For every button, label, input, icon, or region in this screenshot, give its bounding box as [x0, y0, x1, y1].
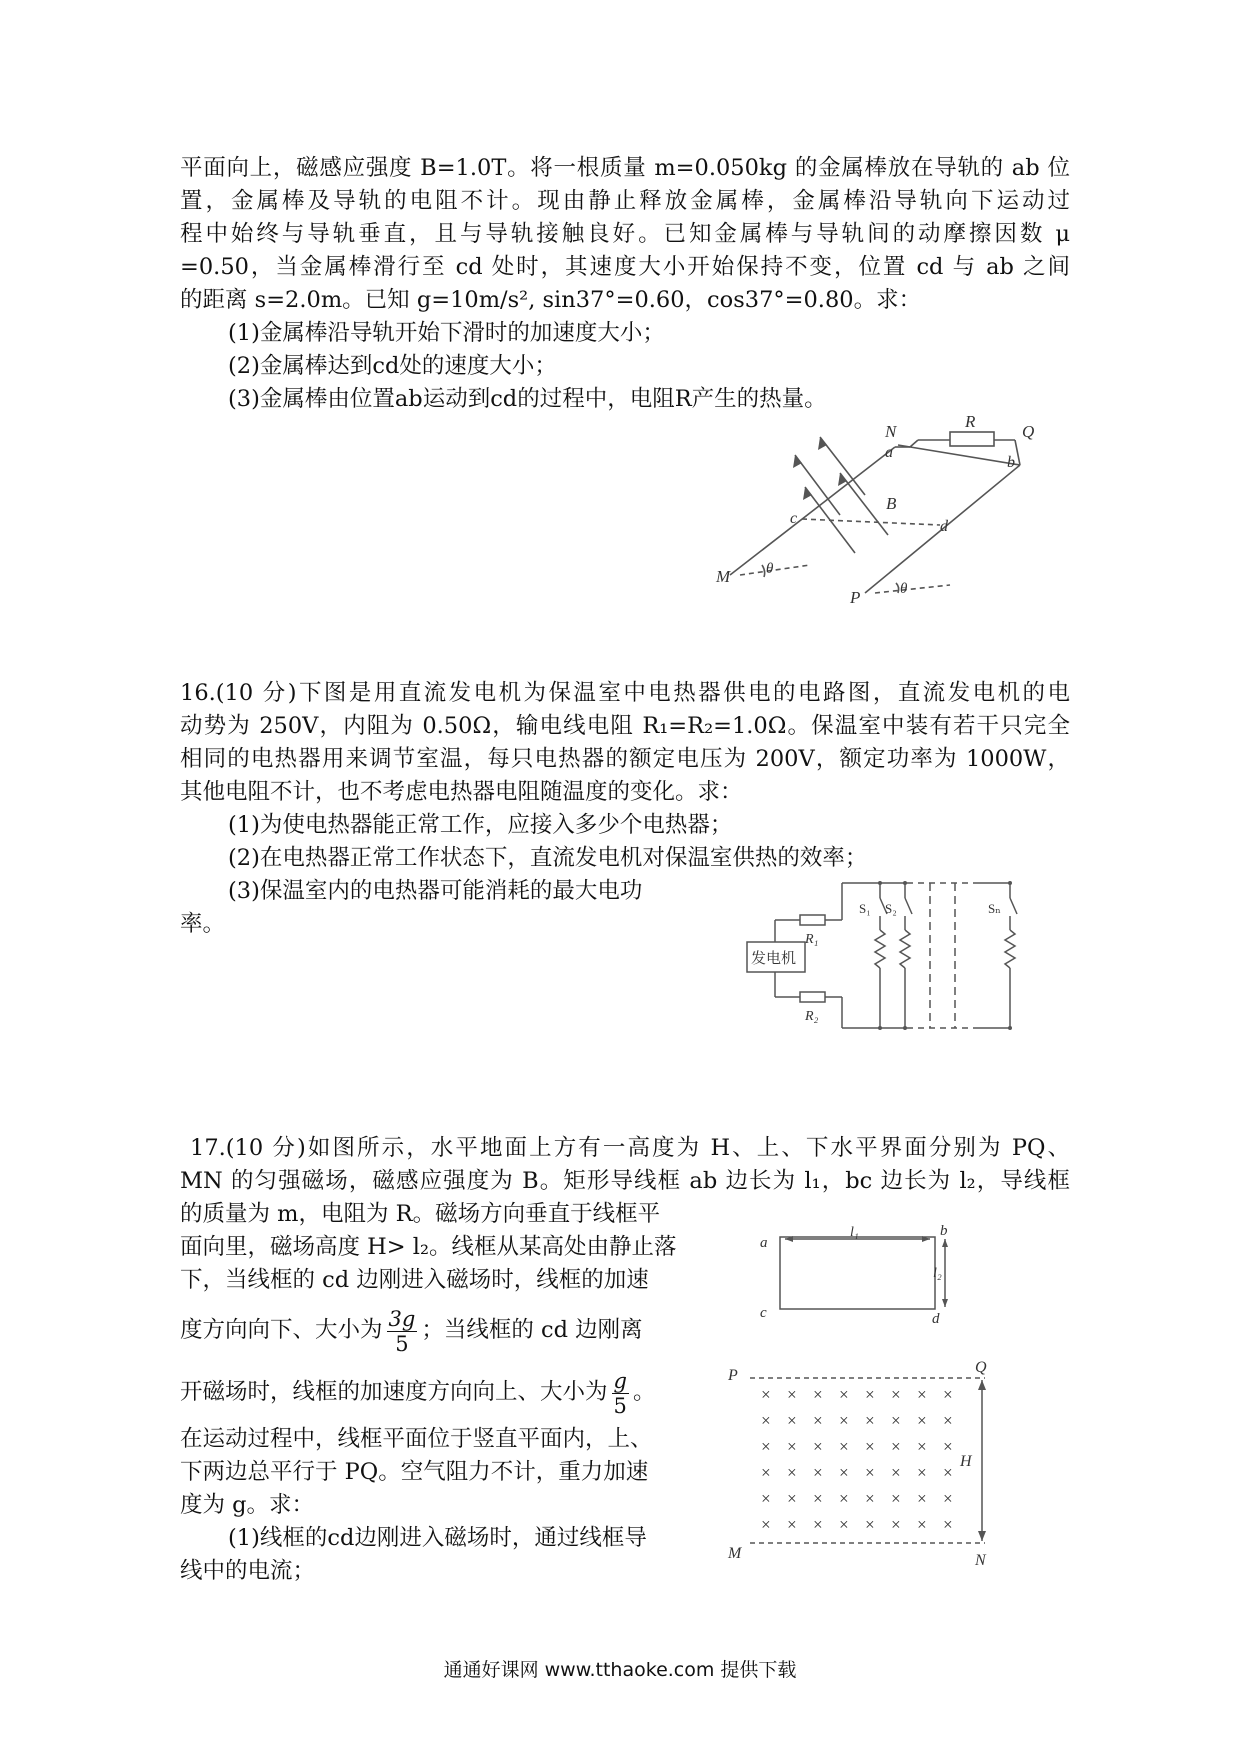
- q15-sub-3: (3)金属棒由位置ab运动到cd的过程中，电阻R产生的热量。: [228, 386, 827, 412]
- label-Q: Q: [1022, 422, 1035, 441]
- label-frame-d: d: [932, 1311, 940, 1325]
- label-generator: 发电机: [751, 951, 797, 967]
- field-cross-mark: ×: [916, 1385, 928, 1404]
- page-footer: 通通好课网 www.tthaoke.com 提供下载: [443, 1659, 797, 1681]
- q15-line-5: 的距离 s=2.0m。已知 g=10m/s², sin37°=0.60，cos37°=0.80。求：: [180, 287, 922, 313]
- field-cross-mark: ×: [838, 1515, 850, 1534]
- field-cross-mark: ×: [812, 1411, 824, 1430]
- field-cross-mark: ×: [838, 1437, 850, 1456]
- label-a: a: [885, 444, 893, 461]
- q17-line-7: [180, 1362, 655, 1422]
- fraction-3g-5-numerator: 3g: [388, 1306, 416, 1331]
- label-S1: S₁: [859, 901, 871, 916]
- label-N: N: [885, 422, 897, 441]
- field-cross-mark: ×: [760, 1463, 772, 1482]
- field-cross-mark: ×: [942, 1437, 954, 1456]
- q17-line-6-post: ；当线框的 cd 边刚离: [421, 1317, 643, 1343]
- field-cross-mark: ×: [786, 1437, 798, 1456]
- field-cross-mark: ×: [812, 1385, 824, 1404]
- label-c: c: [790, 510, 798, 527]
- field-cross-mark: ×: [838, 1411, 850, 1430]
- q16-sub-3: (3)保温室内的电热器可能消耗的最大电功: [228, 878, 643, 904]
- q17-line-9: 下两边总平行于 PQ。空气阻力不计，重力加速: [180, 1459, 649, 1485]
- q15-sub-2: (2)金属棒达到cd处的速度大小；: [228, 353, 557, 379]
- q16-line-4: 其他电阻不计，也不考虑电热器电阻随温度的变化。求：: [180, 779, 743, 805]
- field-cross-mark: ×: [890, 1489, 902, 1508]
- field-cross-mark: ×: [864, 1515, 876, 1534]
- wire-frame-figure: [755, 1225, 955, 1325]
- label-frame-b: b: [940, 1225, 948, 1239]
- label-theta-1: θ: [766, 561, 774, 577]
- fraction-g-5-denominator: 5: [613, 1393, 627, 1418]
- magnetic-field-figure: [720, 1360, 1005, 1570]
- field-cross-mark: ×: [812, 1515, 824, 1534]
- field-cross-mark: ×: [760, 1515, 772, 1534]
- label-P: P: [850, 588, 861, 605]
- field-cross-mark: ×: [786, 1411, 798, 1430]
- field-cross-mark: ×: [916, 1515, 928, 1534]
- field-cross-mark: ×: [942, 1411, 954, 1430]
- label-field-H: H: [960, 1453, 972, 1470]
- field-cross-mark: ×: [786, 1489, 798, 1508]
- q16-sub-2: (2)在电热器正常工作状态下，直流发电机对保温室供热的效率；: [228, 845, 868, 871]
- q16-line-2: 动势为 250V，内阻为 0.50Ω，输电线电阻 R₁=R₂=1.0Ω。保温室中装有若干只完全: [180, 713, 1070, 739]
- q15-sub-1: (1)金属棒沿导轨开始下滑时的加速度大小；: [228, 320, 665, 346]
- fraction-3g-5-denominator: 5: [395, 1331, 409, 1356]
- label-l2: l₂: [933, 1266, 942, 1281]
- field-cross-mark: ×: [864, 1385, 876, 1404]
- label-R: R: [965, 415, 976, 431]
- label-b: b: [1007, 454, 1015, 471]
- label-frame-c: c: [760, 1305, 767, 1321]
- field-cross-mark: ×: [864, 1463, 876, 1482]
- field-cross-mark: ×: [786, 1515, 798, 1534]
- field-cross-mark: ×: [864, 1411, 876, 1430]
- field-cross-mark: ×: [838, 1385, 850, 1404]
- label-R1: R₁: [805, 932, 819, 947]
- label-field-P: P: [728, 1367, 738, 1384]
- q17-sub-1: (1)线框的cd边刚进入磁场时，通过线框导: [228, 1525, 647, 1551]
- label-theta-2: θ: [900, 581, 908, 597]
- label-Sn: Sₙ: [988, 901, 1001, 916]
- label-l1: l₁: [850, 1225, 859, 1240]
- field-cross-mark: ×: [786, 1385, 798, 1404]
- field-cross-mark: ×: [890, 1515, 902, 1534]
- q17-line-7-pre: 开磁场时，线框的加速度方向向上、大小为: [180, 1379, 608, 1405]
- q17-line-2: MN 的匀强磁场，磁感应强度为 B。矩形导线框 ab 边长为 l₁，bc 边长为 l₂，导线框: [180, 1168, 1070, 1194]
- label-frame-a: a: [760, 1235, 768, 1251]
- q16-tail: 率。: [180, 911, 226, 937]
- field-cross-mark: ×: [838, 1489, 850, 1508]
- field-cross-mark: ×: [864, 1489, 876, 1508]
- q17-line-8: 在运动过程中，线框平面位于竖直平面内，上、: [180, 1426, 653, 1452]
- inclined-rails-figure: [700, 415, 1080, 605]
- fraction-g-5: [612, 1369, 629, 1418]
- field-cross-mark: ×: [916, 1489, 928, 1508]
- q16-line-3: 相同的电热器用来调节室温，每只电热器的额定电压为 200V，额定功率为 1000W，: [180, 746, 1070, 772]
- q16-sub-1: (1)为使电热器能正常工作，应接入多少个电热器；: [228, 812, 733, 838]
- field-cross-mark: ×: [786, 1463, 798, 1482]
- label-field-Q: Q: [975, 1360, 987, 1376]
- field-cross-mark: ×: [864, 1437, 876, 1456]
- field-cross-mark: ×: [890, 1463, 902, 1482]
- fraction-g-5-numerator: g: [613, 1368, 627, 1393]
- q17-line-4: 面向里，磁场高度 H> l₂。线框从某高处由静止落: [180, 1234, 677, 1260]
- field-cross-mark: ×: [942, 1489, 954, 1508]
- label-S2: S₂: [885, 901, 897, 916]
- q17-line-12: 线中的电流；: [180, 1558, 316, 1584]
- field-cross-mark: ×: [760, 1411, 772, 1430]
- field-cross-mark: ×: [916, 1411, 928, 1430]
- label-B: B: [886, 494, 897, 513]
- q17-line-7-post: 。: [632, 1379, 656, 1405]
- q17-line-6: [180, 1300, 643, 1360]
- field-cross-mark: ×: [890, 1437, 902, 1456]
- field-cross-mark: ×: [942, 1515, 954, 1534]
- field-cross-mark: ×: [812, 1437, 824, 1456]
- field-cross-mark: ×: [812, 1489, 824, 1508]
- label-R2: R₂: [805, 1009, 819, 1024]
- q15-line-4: =0.50，当金属棒滑行至 cd 处时，其速度大小开始保持不变，位置 cd 与 ab 之间: [180, 254, 1070, 280]
- fraction-3g-5: [387, 1307, 418, 1356]
- q15-line-2: 置，金属棒及导轨的电阻不计。现由静止释放金属棒，金属棒沿导轨向下运动过: [180, 188, 1070, 214]
- label-M: M: [716, 567, 731, 586]
- field-cross-mark: ×: [760, 1489, 772, 1508]
- field-cross-mark: ×: [760, 1385, 772, 1404]
- field-cross-mark: ×: [838, 1463, 850, 1482]
- label-field-N: N: [975, 1552, 986, 1569]
- q15-line-3: 程中始终与导轨垂直，且与导轨接触良好。已知金属棒与导轨间的动摩擦因数 μ: [180, 221, 1070, 247]
- field-cross-mark: ×: [916, 1463, 928, 1482]
- label-field-M: M: [728, 1545, 742, 1562]
- q17-line-3: 的质量为 m，电阻为 R。磁场方向垂直于线框平: [180, 1201, 661, 1227]
- q17-line-6-pre: 度方向向下、大小为: [180, 1317, 383, 1343]
- q17-line-10: 度为 g。求：: [180, 1492, 315, 1518]
- field-cross-mark: ×: [942, 1385, 954, 1404]
- field-cross-mark: ×: [812, 1463, 824, 1482]
- field-cross-mark: ×: [942, 1463, 954, 1482]
- circuit-figure: [745, 880, 1055, 1035]
- label-d: d: [940, 518, 948, 535]
- field-cross-mark: ×: [890, 1411, 902, 1430]
- field-cross-mark: ×: [916, 1437, 928, 1456]
- q17-line-1: 17.(10 分)如图所示，水平地面上方有一高度为 H、上、下水平界面分别为 PQ、: [190, 1135, 1070, 1161]
- q17-line-5: 下，当线框的 cd 边刚进入磁场时，线框的加速: [180, 1267, 649, 1293]
- q15-line-1: 平面向上，磁感应强度 B=1.0T。将一根质量 m=0.050kg 的金属棒放在导轨的 ab 位: [180, 155, 1070, 181]
- field-cross-mark: ×: [760, 1437, 772, 1456]
- q16-line-1: 16.(10 分)下图是用直流发电机为保温室中电热器供电的电路图，直流发电机的电: [180, 680, 1070, 706]
- field-cross-mark: ×: [890, 1385, 902, 1404]
